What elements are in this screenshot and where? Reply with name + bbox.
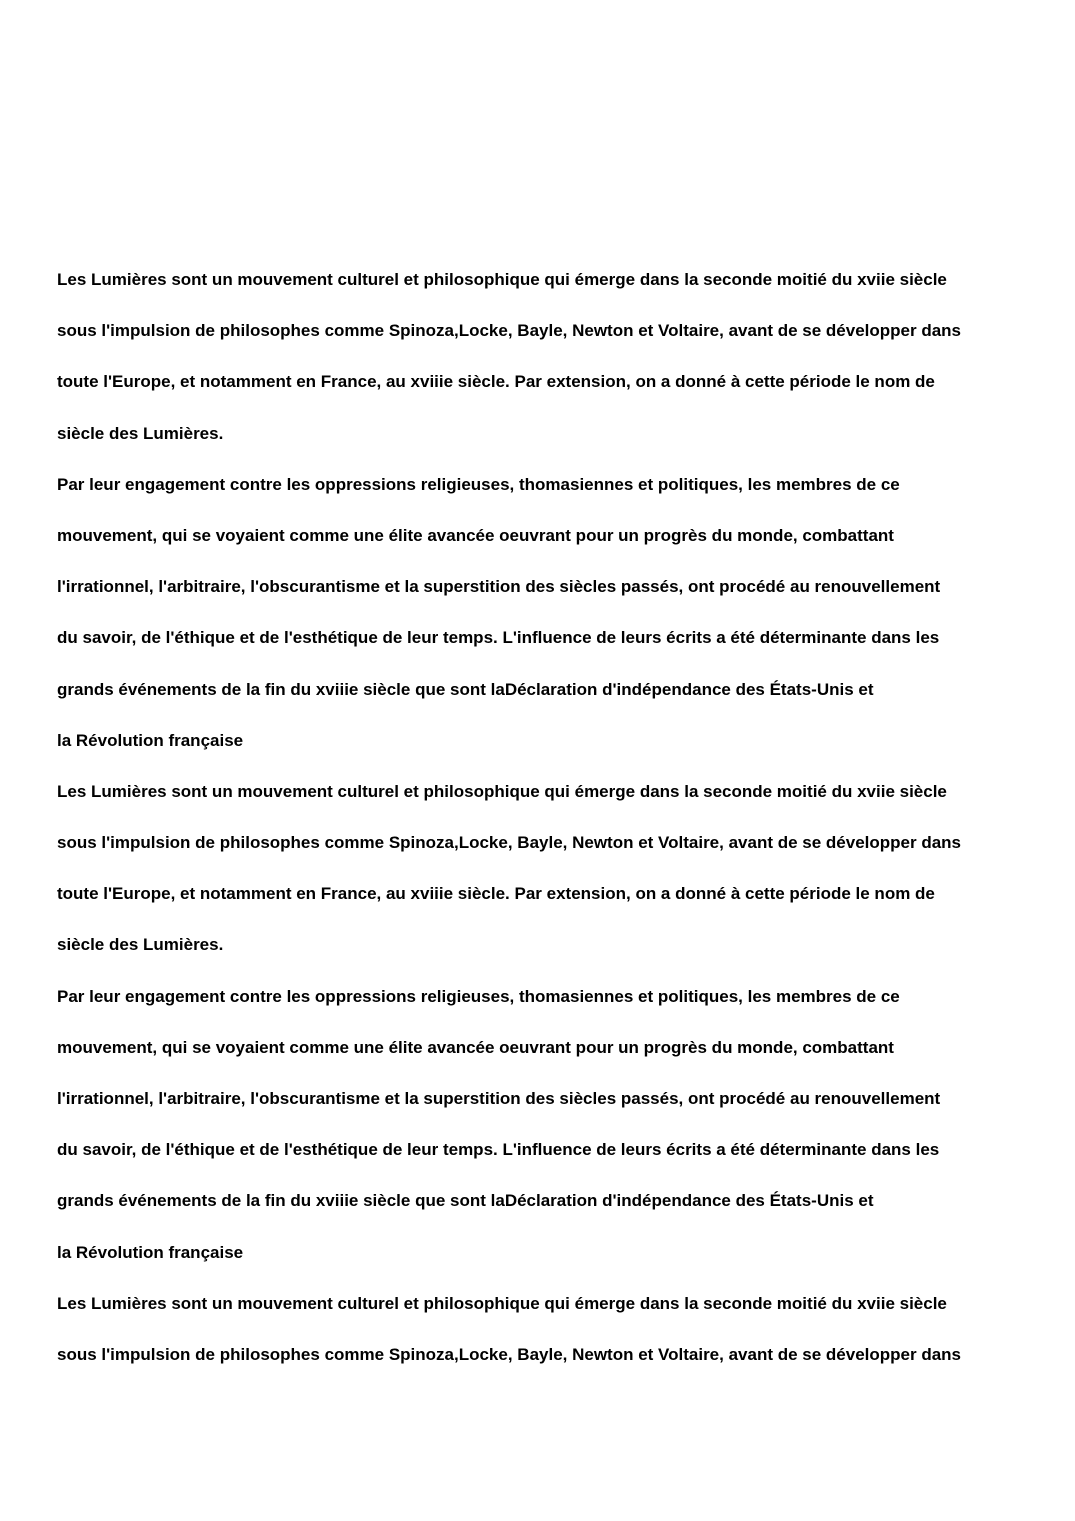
text-line: Par leur engagement contre les oppressions religieuses, thomasiennes et politiques, les membres de ce xyxy=(57,986,900,1006)
text-line: la Révolution française xyxy=(57,730,244,750)
text-line: du savoir, de l'éthique et de l'esthétique de leur temps. L'influence de leurs écrits a été déterminante dans les xyxy=(57,1140,940,1160)
text-line: Les Lumières sont un mouvement culturel et philosophique qui émerge dans la seconde moitié du xviie siècle xyxy=(57,270,947,289)
text-line: Les Lumières sont un mouvement culturel et philosophique qui émerge dans la seconde moitié du xviie siècle xyxy=(57,781,947,801)
text-line: toute l'Europe, et notamment en France, au xviiie siècle. Par extension, on a donné à cette période le nom de xyxy=(57,884,935,904)
text-line: l'irrationnel, l'arbitraire, l'obscurantisme et la superstition des siècles passés, ont procédé au renouvellement xyxy=(57,577,941,597)
text-line: la Révolution française xyxy=(57,1242,244,1262)
text-line: grands événements de la fin du xviiie siècle que sont laDéclaration d'indépendance des États-Unis et xyxy=(57,679,874,699)
text-line: sous l'impulsion de philosophes comme Spinoza,Locke, Bayle, Newton et Voltaire, avant de se développer dans xyxy=(57,833,962,853)
text-line: siècle des Lumières. xyxy=(57,423,224,443)
text-line: du savoir, de l'éthique et de l'esthétique de leur temps. L'influence de leurs écrits a été déterminante dans les xyxy=(57,628,940,648)
text-line: mouvement, qui se voyaient comme une élite avancée oeuvrant pour un progrès du monde, combattant xyxy=(57,525,894,545)
text-line: sous l'impulsion de philosophes comme Spinoza,Locke, Bayle, Newton et Voltaire, avant de se développer dans xyxy=(57,321,962,341)
text-line: grands événements de la fin du xviiie siècle que sont laDéclaration d'indépendance des États-Unis et xyxy=(57,1191,874,1211)
text-line: mouvement, qui se voyaient comme une élite avancée oeuvrant pour un progrès du monde, combattant xyxy=(57,1037,894,1057)
text-line: Les Lumières sont un mouvement culturel et philosophique qui émerge dans la seconde moitié du xviie siècle xyxy=(57,1293,947,1313)
text-line: toute l'Europe, et notamment en France, au xviiie siècle. Par extension, on a donné à cette période le nom de xyxy=(57,372,935,392)
text-line: siècle des Lumières. xyxy=(57,935,224,955)
document-body xyxy=(57,263,1047,1389)
text-line: l'irrationnel, l'arbitraire, l'obscurantisme et la superstition des siècles passés, ont procédé au renouvellement xyxy=(57,1089,941,1108)
text-line: sous l'impulsion de philosophes comme Spinoza,Locke, Bayle, Newton et Voltaire, avant de se développer dans xyxy=(57,1344,962,1364)
text-line: Par leur engagement contre les oppressions religieuses, thomasiennes et politiques, les membres de ce xyxy=(57,474,900,494)
